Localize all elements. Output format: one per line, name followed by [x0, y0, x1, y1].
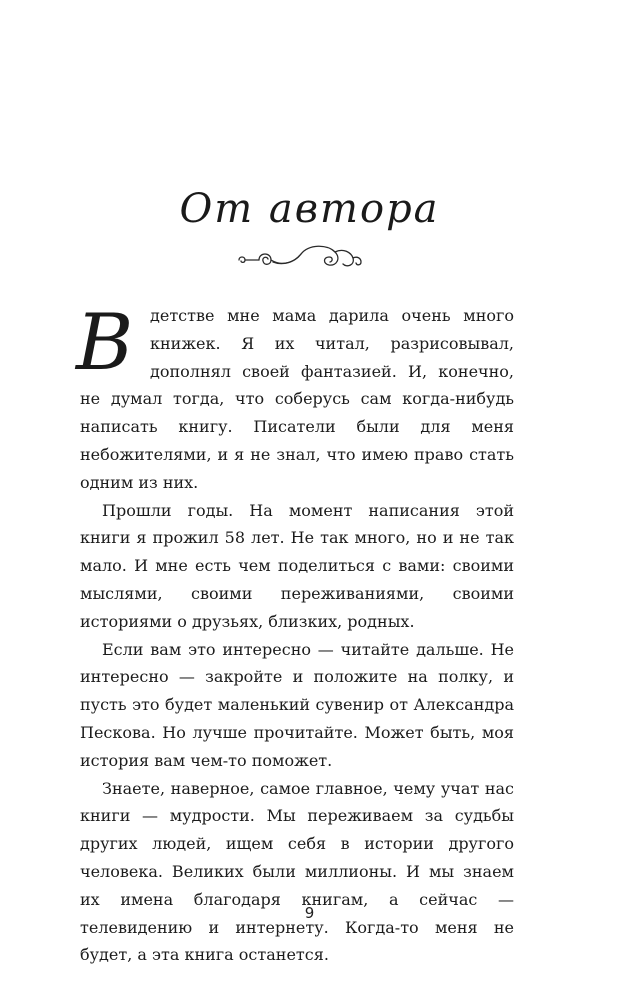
paragraph-3: Если вам это интересно — читайте дальше. Не интересно — закройте и положите на полку, и пусть это будет маленький сувенир от Александра Пескова. Но лучше прочитайте. Может быть, моя история вам чем-то поможет.: [80, 639, 514, 770]
page-title: От автора: [179, 186, 440, 232]
paragraph-1-text: детстве мне мама дарила очень много книжек. Я их читал, разрисовывал, дополнял своей фантазией. И, конечно, не думал тогда, что соберусь сам когда-нибудь написать книгу. Писатели были для меня небожителями, и я не знал, что имею право стать одним из них.: [80, 306, 514, 492]
flourish-divider-icon: [235, 238, 365, 278]
chapter-body: [76, 298, 514, 969]
page-number: 9: [304, 904, 315, 922]
paragraph-2: Прошли годы. На момент написания этой книги я прожил 58 лет. Не так много, но и не так мало. И мне есть чем поделиться с вами: своими мыслями, своими переживаниями, своими историями о друзьях, близких, родных.: [80, 500, 514, 631]
paragraph-4: Знаете, наверное, самое главное, чему учат нас книги — мудрости. Мы переживаем за судьбы других людей, ищем себя в истории другого человека. Великих были миллионы. И мы знаем их имена благодаря книгам, а сейчас — телевидению и интернету. Когда-то меня не будет, а эта книга останется.: [80, 778, 514, 965]
paragraph-1: [76, 298, 514, 497]
drop-cap: В: [76, 298, 134, 388]
